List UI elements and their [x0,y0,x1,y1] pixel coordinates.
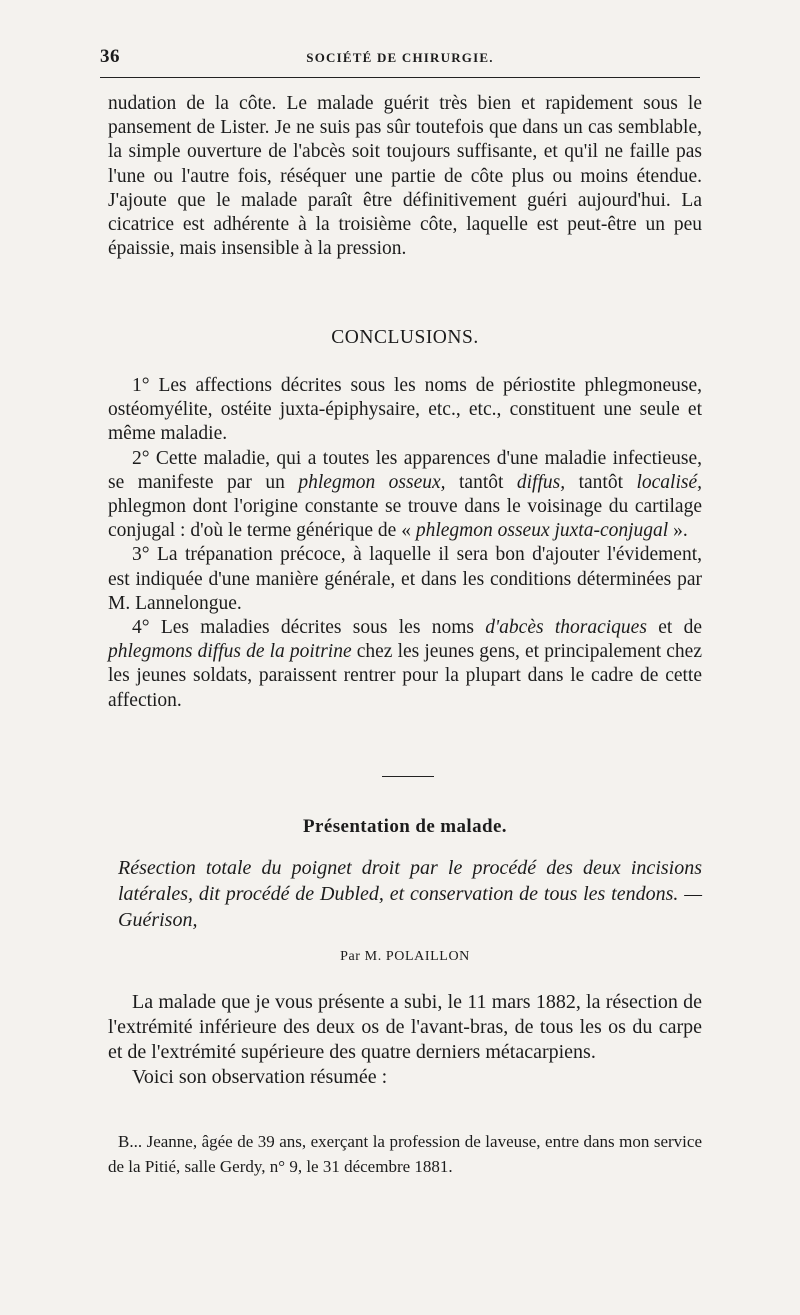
conclusions-list [108,374,702,713]
conclusion-4-italic-1: d'abcès thoraciques [485,617,647,639]
running-title: SOCIÉTÉ DE CHIRURGIE. [306,50,494,65]
presentation-paragraph-2: Voici son observation résumée : [132,1066,388,1088]
conclusion-2-text-a: 2° Cette maladie, qui a toutes les apparences d'une maladie infectieuse, se manifeste par un [108,447,702,493]
section-separator [382,776,434,777]
conclusion-4-text-b: et de [646,617,702,639]
running-head [100,46,700,70]
presentation-heading: Présentation de malade. [303,816,507,837]
conclusion-1: 1° Les affections décrites sous les noms de périostite phlegmoneuse, ostéomyélite, ostéite juxta-épiphysaire, etc., etc., constituent une seule et même maladie. [108,375,702,445]
conclusion-4-italic-2: phlegmons diffus de la poitrine [108,641,352,663]
conclusion-3: 3° La trépanation précoce, à laquelle il sera bon d'ajouter l'évidement, est indiquée d'une manière générale, et dans les conditions déterminées par M. Lannelongue. [108,544,702,614]
conclusion-2-text-d: phlegmon dont l'origine constante se trouve dans le voisinage du cartilage conjugal : d'où le terme générique de « [108,496,702,542]
conclusion-2-italic-1: phlegmon osseux, [298,471,446,493]
conclusion-2-italic-3: localisé, [636,471,702,493]
conclusion-2-text-c: tantôt [565,471,637,493]
conclusion-4 [108,616,702,713]
paragraph-continuation: nudation de la côte. Le malade guérit très bien et rapidement sous le pansement de Lister. Je ne suis pas sûr toutefois que dans un cas semblable, la simple ouverture de l'abcès soit toujours suffisante, et qu'il ne faille pas l'une ou l'autre fois, réséquer une partie de côte plus ou moins étendue. J'ajoute que le malade paraît être définitivement guéri aujourd'hui. La cicatrice est adhérente à la troisième côte, laquelle est peut-être un peu épaissie, mais insensible à la pression. [108,93,702,260]
header-rule [100,77,700,78]
conclusion-4-text-c: chez les jeunes gens, et principalement chez les jeunes soldats, paraissent rentrer pour la plupart dans le cadre de cette affection. [108,641,702,711]
conclusion-2-text-b: tantôt [445,471,517,493]
observation-paragraph: B... Jeanne, âgée de 39 ans, exerçant la profession de laveuse, entre dans mon service de la Pitié, salle Gerdy, n° 9, le 31 décembre 1881. [108,1132,702,1176]
conclusion-2-italic-4: phlegmon osseux juxta-conjugal [415,520,669,542]
conclusion-2 [108,447,702,544]
presentation-paragraph-1: La malade que je vous présente a subi, le 11 mars 1882, la résection de l'extrémité inférieure des deux os de l'avant-bras, de tous les os du carpe et de l'extrémité supérieure des quatre derniers métacarpiens. [108,991,702,1063]
presentation-body [108,990,702,1090]
presentation-subtitle: Résection totale du poignet droit par le procédé des deux incisions latérales, dit procédé de Dubled, et conservation de tous les tendons. — Guérison, [118,857,702,931]
author-byline: Par M. POLAILLON [340,949,470,964]
conclusion-2-italic-2: diffus, [516,471,566,493]
conclusions-heading: CONCLUSIONS. [331,327,479,348]
conclusion-4-text-a: 4° Les maladies décrites sous les noms [132,617,486,639]
page-number: 36 [100,46,120,67]
conclusion-2-text-e: ». [668,520,688,542]
